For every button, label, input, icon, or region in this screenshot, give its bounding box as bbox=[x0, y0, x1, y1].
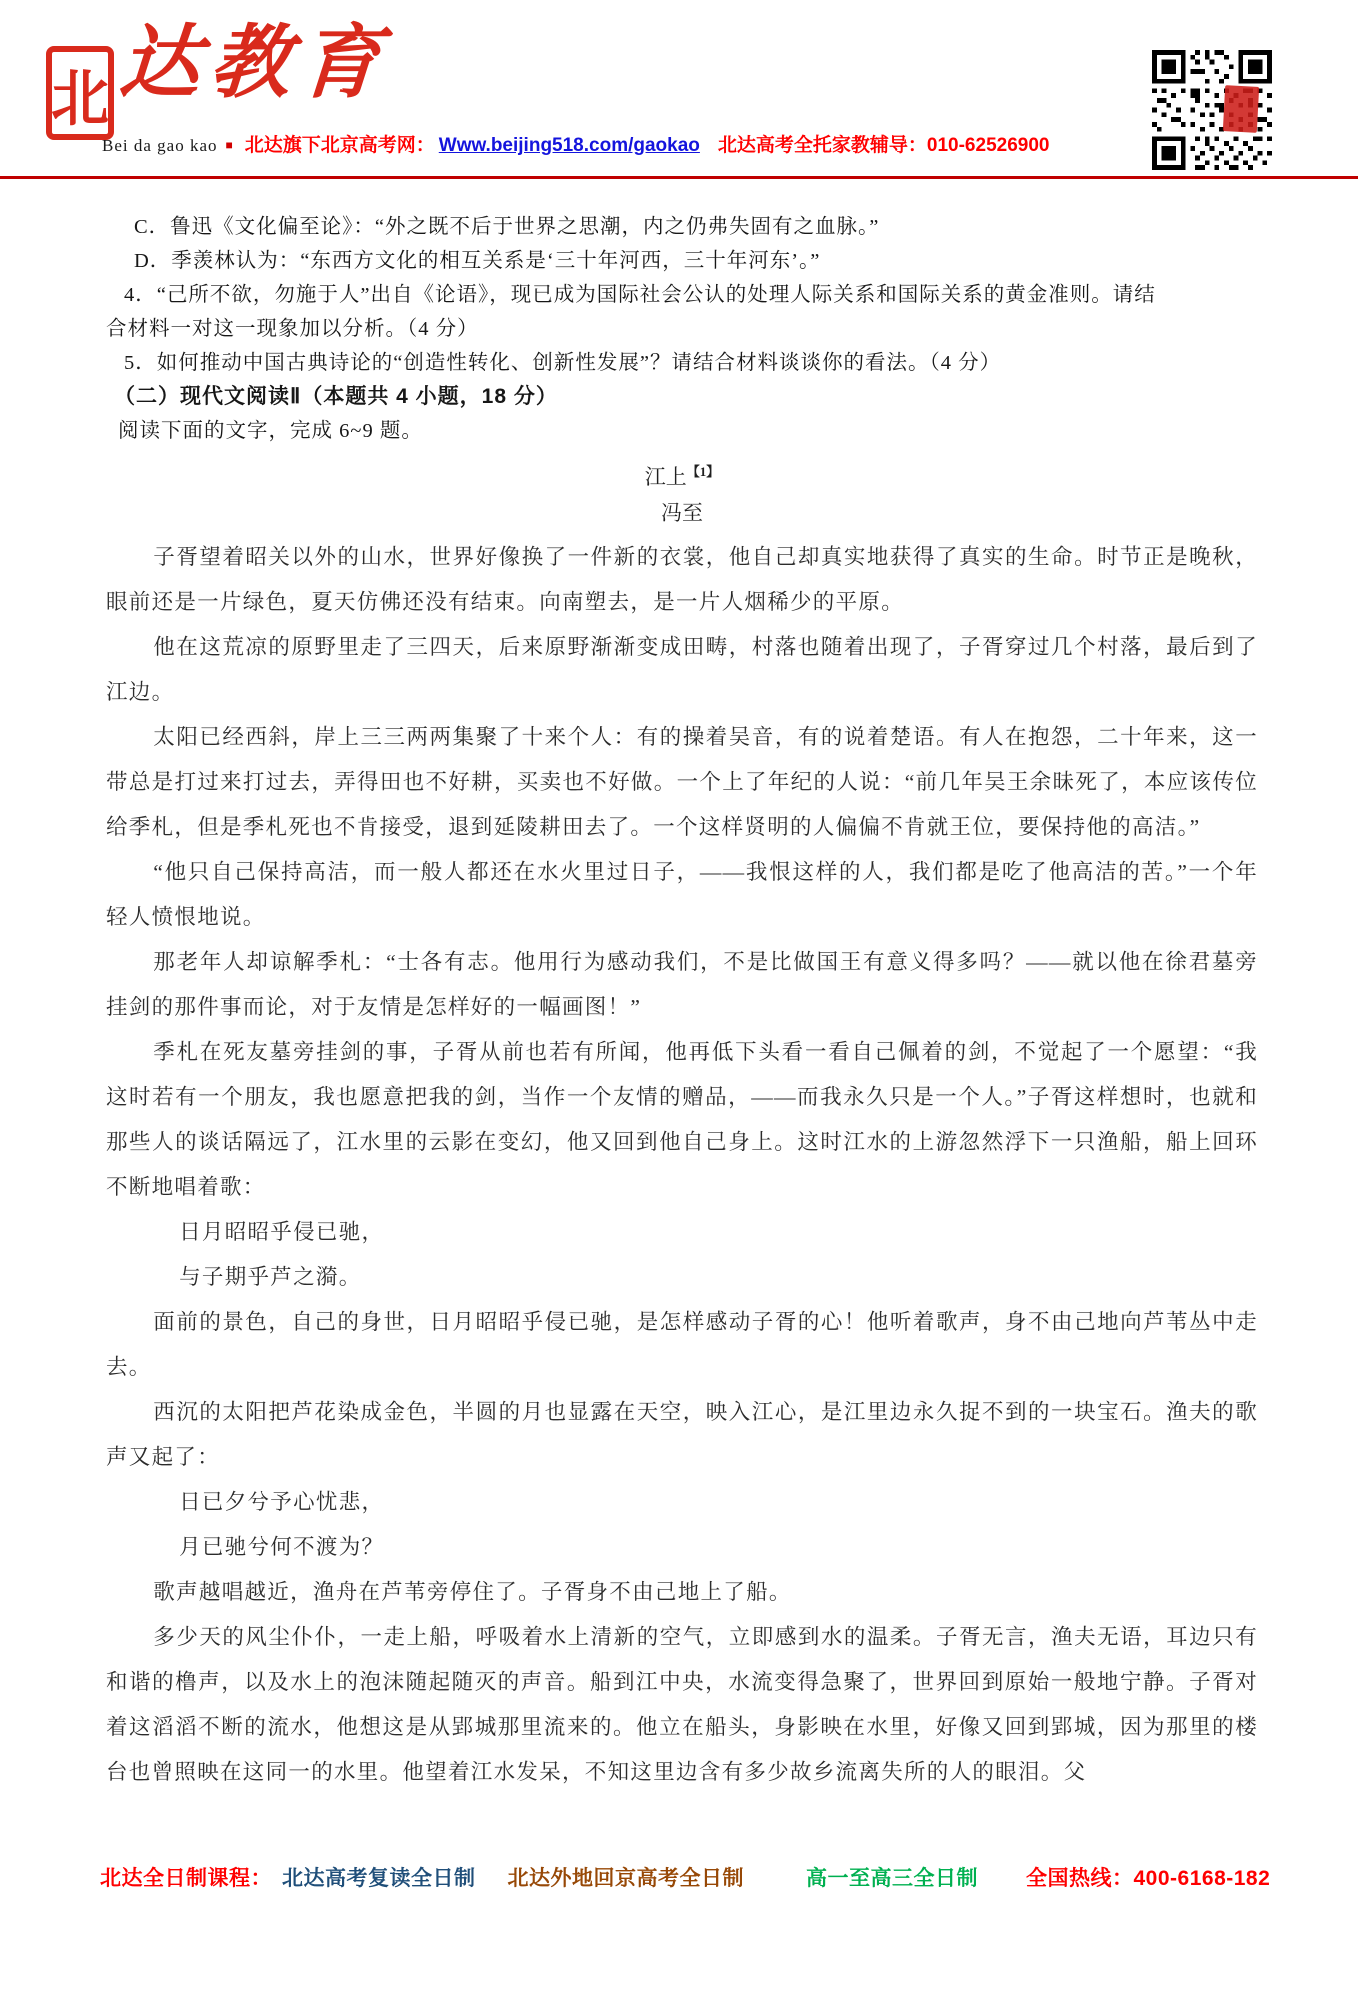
qr-code bbox=[1152, 50, 1272, 170]
story-paragraph: 多少天的风尘仆仆，一走上船，呼吸着水上清新的空气，立即感到水的温柔。子胥无言，渔夫无语，耳边只有和谐的橹声，以及水上的泡沫随起随灭的声音。船到江中央，水流变得急聚了，世界回到原始一般地宁静。子胥对着这滔滔不断的流水，他想这是从郢城那里流来的。他立在船头，身影映在水里，好像又回到郢城，因为那里的楼台也曾照映在这同一的水里。他望着江水发呆，不知这里边含有多少故乡流离失所的人的眼泪。父 bbox=[106, 1625, 1258, 1784]
question-4-line-2: 合材料一对这一现象加以分析。（4 分） bbox=[106, 318, 479, 340]
verse-line: 日月昭昭乎侵已驰， bbox=[179, 1220, 385, 1244]
passage-author: 冯至 bbox=[661, 501, 703, 525]
tutoring-info: 北达高考全托家教辅导：010-62526900 bbox=[717, 135, 1050, 156]
verse-line: 月已驰兮何不渡为？ bbox=[179, 1535, 385, 1559]
site-label: 北达旗下北京高考网： bbox=[244, 135, 435, 156]
qr-red-stamp bbox=[1223, 85, 1259, 133]
story-paragraph: 那老年人却谅解季札：“士各有志。他用行为感动我们，不是比做国王有意义得多吗？——就以他在徐君墓旁挂剑的那件事而论，对于友情是怎样好的一幅画图！” bbox=[106, 950, 1258, 1019]
passage-title-note: 【1】 bbox=[686, 464, 720, 479]
passage-body bbox=[106, 535, 1258, 1795]
question-5-line: 5．如何推动中国古典诗论的“创造性转化、创新性发展”？请结合材料谈谈你的看法。（4 分） bbox=[124, 352, 1002, 374]
brand-name: 达教育 bbox=[116, 20, 394, 108]
question-4-line-1: 4．“己所不欲，勿施于人”出自《论语》，现已成为国际社会公认的处理人际关系和国际关系的黄金准则。请结 bbox=[124, 284, 1156, 306]
story-paragraph: 歌声越唱越近，渔舟在芦苇旁停住了。子胥身不由己地上了船。 bbox=[153, 1580, 792, 1604]
verse-line: 与子期乎芦之漪。 bbox=[179, 1265, 362, 1289]
section-heading: （二）现代文阅读Ⅱ（本题共 4 小题，18 分） bbox=[114, 385, 558, 408]
story-paragraph: 季札在死友墓旁挂剑的事，子胥从前也若有所闻，他再低下头看一看自己佩着的剑，不觉起了一个愿望：“我这时若有一个朋友，我也愿意把我的剑，当作一个友情的赠品，——而我永久只是一个人。”子胥这样想时，也就和那些人的谈话隔远了，江水里的云影在变幻，他又回到他自己身上。这时江水的上游忽然浮下一只渔船，船上回环不断地唱着歌： bbox=[106, 1040, 1258, 1199]
option-c-line: C．鲁迅《文化偏至论》：“外之既不后于世界之思潮，内之仍弗失固有之血脉。” bbox=[134, 216, 880, 238]
brand-tagline: Bei da gao kao bbox=[102, 136, 218, 155]
option-d-line: D．季羡林认为：“东西方文化的相互关系是‘三十年河西，三十年河东’。” bbox=[134, 250, 821, 272]
story-paragraph: 太阳已经西斜，岸上三三两两集聚了十来个人：有的操着吴音，有的说着楚语。有人在抱怨，二十年来，这一带总是打过来打过去，弄得田也不好耕，买卖也不好做。一个上了年纪的人说：“前几年吴王余昧死了，本应该传位给季札，但是季札死也不肯接受，退到延陵耕田去了。一个这样贤明的人偏偏不肯就王位，要保持他的高洁。” bbox=[106, 725, 1258, 839]
passage-title: 江上 bbox=[644, 465, 687, 489]
exam-content bbox=[106, 210, 1258, 1795]
footer-hotline: 全国热线：400-6168-182 bbox=[1026, 1867, 1271, 1890]
square-bullet-icon: ■ bbox=[225, 138, 233, 152]
page-footer bbox=[100, 1862, 1270, 1892]
footer-label: 北达全日制课程： bbox=[100, 1867, 272, 1890]
header-info-row bbox=[102, 130, 1049, 157]
story-paragraph: 西沉的太阳把芦花染成金色，半圆的月也显露在天空，映入江心，是江里边永久捉不到的一块宝石。渔夫的歌声又起了： bbox=[106, 1400, 1258, 1469]
footer-item-fulltime-repeat: 北达高考复读全日制 bbox=[282, 1867, 476, 1890]
story-paragraph: 面前的景色，自己的身世，日月昭昭乎侵已驰，是怎样感动子胥的心！他听着歌声，身不由己地向芦苇丛中走去。 bbox=[106, 1310, 1258, 1379]
story-paragraph: 他在这荒凉的原野里走了三四天，后来原野渐渐变成田畴，村落也随着出现了，子胥穿过几个村落，最后到了江边。 bbox=[106, 635, 1258, 704]
reading-instruction: 阅读下面的文字，完成 6~9 题。 bbox=[118, 420, 423, 442]
verse-line: 日已夕兮予心忧悲， bbox=[179, 1490, 385, 1514]
footer-item-return-beijing: 北达外地回京高考全日制 bbox=[507, 1867, 744, 1890]
beida-seal-logo bbox=[46, 46, 114, 140]
site-link[interactable]: Www.beijing518.com/gaokao bbox=[438, 135, 700, 156]
story-paragraph: “他只自己保持高洁，而一般人都还在水火里过日子，——我恨这样的人，我们都是吃了他高洁的苦。”一个年轻人愤恨地说。 bbox=[106, 860, 1258, 929]
story-paragraph: 子胥望着昭关以外的山水，世界好像换了一件新的衣裳，他自己却真实地获得了真实的生命。时节正是晚秋，眼前还是一片绿色，夏天仿佛还没有结束。向南塑去，是一片人烟稀少的平原。 bbox=[106, 545, 1258, 614]
passage-title-line bbox=[106, 454, 1258, 495]
page-header bbox=[0, 0, 1358, 179]
seal-character: 北 bbox=[51, 64, 110, 133]
footer-item-grades: 高一至高三全日制 bbox=[806, 1867, 978, 1890]
